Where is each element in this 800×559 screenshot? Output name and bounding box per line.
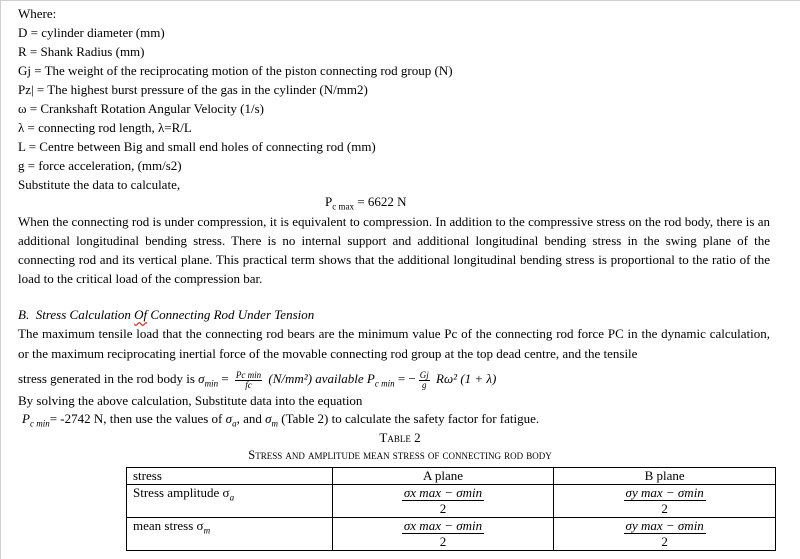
table-cell: mean stress $\sigma_m$ [127, 518, 333, 551]
table-row [127, 518, 776, 551]
def-line: Substitute the data to calculate, [18, 177, 181, 192]
pcmin-over-fc-fraction: $\frac{\text{Pc min}}{fc}$ [235, 369, 262, 390]
table-label: Table 2 [379, 430, 421, 445]
formula-fraction: $\frac{\text{σy max − σmin}}{2}$ [625, 485, 704, 516]
def-line: λ = connecting rod length, λ=R/L [18, 120, 192, 135]
table-caption: Stress and amplitude mean stress of connecting rod body [248, 448, 552, 462]
formula-fraction: $\frac{\text{σy max − σmin}}{2}$ [625, 518, 704, 549]
table-cell: Stress amplitude $\sigma_a$ [127, 485, 333, 518]
solve-line: By solving the above calculation, Substitute data into the equation [18, 393, 363, 408]
tension-paragraph: The maximum tensile load that the connecting rod bears are the minimum value Pc of the connecting rod force PC in the dynamic calculation, or the maximum reciprocating inertial force of the movable connecting rod group at the top dead centre, and the tensile [18, 326, 770, 361]
pcmin-result-line: $P_{c min}= -2742$ N, then use the values of $\sigma_a$, and $\sigma_m$ (Table 2) to calculate the safety factor for fatigue. [22, 411, 540, 429]
stress-table [126, 467, 776, 551]
def-line: Pz| = The highest burst pressure of the gas in the cylinder (N/mm2) [18, 82, 368, 97]
gj-over-g-fraction: $\frac{Gj}{g}$ [419, 369, 429, 390]
page-border-left [0, 0, 1, 559]
def-line: D = cylinder diameter (mm) [18, 25, 165, 40]
compression-paragraph: When the connecting rod is under compression, it is equivalent to compression. In addition to the compressive stress on the rod body, there is an additional longitudinal bending stress. There is no internal support and additional longitudinal bending stress in the swing plane of the connecting rod and its vertical plane. This practical term shows that the additional longitudinal bending stress is proportional to the ratio of the load to the critical load of the compression bar. [18, 214, 770, 286]
table-cell [332, 518, 554, 551]
page-border-top [0, 0, 800, 1]
table-header-cell: stress [127, 468, 333, 485]
table-row [127, 485, 776, 518]
formula-fraction: $\frac{\text{σx max − σmin}}{2}$ [403, 518, 483, 549]
table-header-cell: A plane [332, 468, 554, 485]
pcmax-result: $P_{c max} = 6622$ N [325, 194, 407, 212]
def-line: ω = Crankshaft Rotation Angular Velocity (1/s) [18, 101, 265, 116]
def-line: R = Shank Radius (mm) [18, 44, 145, 59]
def-line: Where: [18, 6, 57, 21]
def-line: g = force acceleration, (mm/s2) [18, 158, 182, 173]
table-cell [554, 485, 776, 518]
table-cell [332, 485, 554, 518]
def-line: L = Centre between Big and small end holes of connecting rod (mm) [18, 139, 376, 154]
table-header-cell: B plane [554, 468, 776, 485]
formula-fraction: $\frac{\text{σx max − σmin}}{2}$ [403, 485, 483, 516]
table-cell [554, 518, 776, 551]
table-header-row [127, 468, 776, 485]
section-heading: B. Stress Calculation Of Connecting Rod Under Tension [18, 307, 315, 322]
def-line: Gj = The weight of the reciprocating motion of the piston connecting rod group (N) [18, 63, 453, 78]
stress-equation-line: stress generated in the rod body is $\sigma_{min}$ = $\frac{\text{Pc min}}{fc}$ (N/mm²) available $P_{c min}$ = − $\frac{Gj}{g}$ Rω² (1 + λ) [18, 369, 497, 390]
